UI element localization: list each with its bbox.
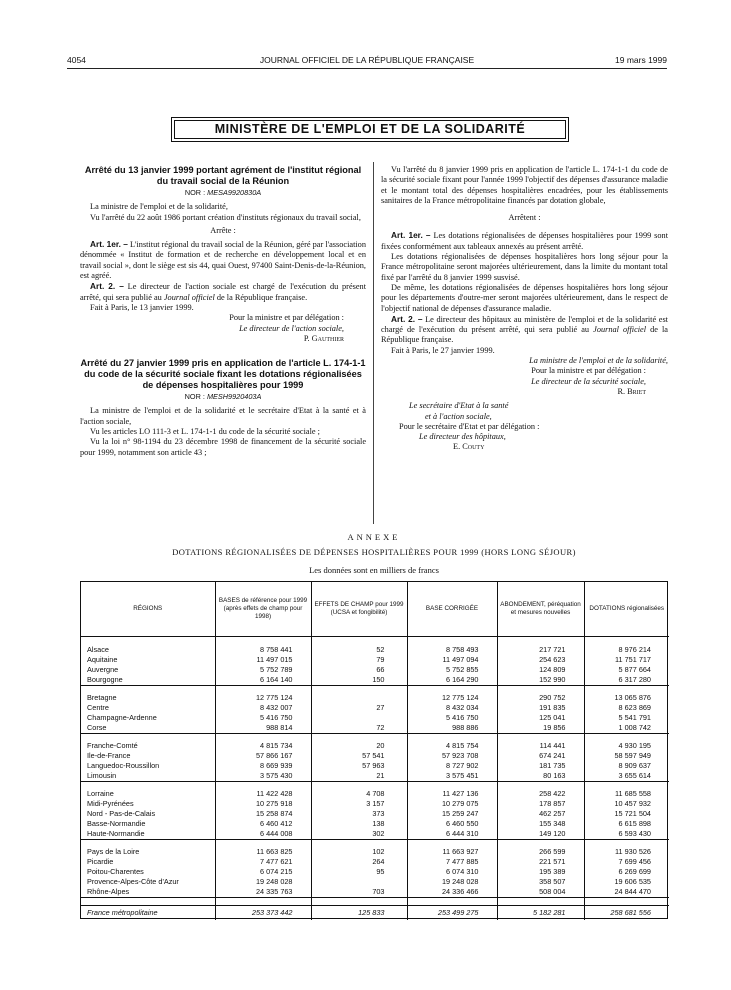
column-header-abondement: ABONDEMENT, péréquation et mesures nouvelles <box>497 582 584 636</box>
dotations-cell: 19 606 535 <box>614 877 651 887</box>
table-row <box>81 847 669 857</box>
article-label: Art. 1er. – <box>90 239 128 250</box>
abondement-cell: 181 735 <box>497 761 584 771</box>
base-corrigee-cell: 24 336 466 <box>407 887 497 897</box>
bases-cell: 7 477 621 <box>215 857 311 867</box>
paragraph: Vu les articles LO 111-3 et L. 174-1-1 du code de la sécurité sociale ; <box>90 427 320 437</box>
header-rule <box>67 68 667 69</box>
abondement-cell: 19 856 <box>497 723 584 733</box>
base-corrigee-cell: 8 758 493 <box>407 645 497 655</box>
table-row <box>81 751 669 761</box>
ministry-title: MINISTÈRE DE L'EMPLOI ET DE LA SOLIDARITÉ <box>174 120 566 139</box>
base-corrigee-cell: 10 279 075 <box>407 799 497 809</box>
left-column <box>80 165 366 458</box>
region-cell: Auvergne <box>81 665 215 675</box>
bases-cell: 4 815 734 <box>215 741 311 751</box>
base-corrigee-cell: 11 497 094 <box>407 655 497 665</box>
article-text: de la République française. <box>381 325 668 345</box>
effets-cell: 57 963 <box>311 761 407 771</box>
dotations-cell: 8 909 637 <box>618 761 651 771</box>
effets-cell: 20 <box>311 741 407 751</box>
abondement-cell: 258 422 <box>497 789 584 799</box>
abondement-cell: 5 182 281 <box>497 905 584 920</box>
spacer-cell <box>311 733 407 741</box>
spacer-cell <box>407 781 497 789</box>
signature-line <box>381 432 668 442</box>
effets-cell: 4 708 <box>311 789 407 799</box>
base-corrigee-cell: 19 248 028 <box>407 877 497 887</box>
region-cell: Lorraine <box>81 789 215 799</box>
table-spacer-row <box>81 733 669 741</box>
signature-line <box>80 324 366 334</box>
base-corrigee-cell: 4 815 754 <box>407 741 497 751</box>
article-label: Art. 1er. – <box>391 230 431 241</box>
region-cell: Alsace <box>81 645 215 655</box>
page-number: 4054 <box>67 55 86 65</box>
dotations-cell: 4 930 195 <box>618 741 651 751</box>
spacer-cell <box>497 839 584 847</box>
table-row <box>81 655 669 665</box>
spacer-cell <box>215 781 311 789</box>
table-row <box>81 761 669 771</box>
dotations-cell: 11 751 717 <box>615 654 651 664</box>
spacer-cell <box>311 685 407 693</box>
abondement-cell: 149 120 <box>497 829 584 839</box>
spacer-cell <box>215 839 311 847</box>
spacer-cell <box>584 685 669 693</box>
region-cell: Midi-Pyrénées <box>81 799 215 809</box>
effets-cell: 302 <box>311 829 407 839</box>
bases-cell: 6 164 140 <box>215 675 311 685</box>
bases-cell: 8 432 007 <box>215 703 311 713</box>
abondement-cell: 266 599 <box>497 847 584 857</box>
spacer-cell <box>81 685 215 693</box>
dotations-cell: 24 844 470 <box>584 887 669 897</box>
abondement-cell: 508 004 <box>497 887 584 897</box>
bases-cell: 5 752 789 <box>215 665 311 675</box>
publication-date: 19 mars 1999 <box>615 55 667 65</box>
spacer-cell <box>215 636 311 645</box>
bases-cell: 19 248 028 <box>215 877 311 887</box>
effets-cell <box>311 877 407 887</box>
article-text: Les dotations régionalisées de dépenses hospitalières pour 1999 sont fixées conformément aux tableaux annexés au présent arrêté. <box>381 231 669 251</box>
bases-cell: 6 460 412 <box>215 819 311 829</box>
spacer-cell <box>497 636 584 645</box>
dotations-cell: 6 593 430 <box>584 829 669 839</box>
nor-label: NOR : <box>184 392 205 402</box>
paragraph: Vu l'arrêté du 8 janvier 1999 pris en application de l'article L. 174-1-1 du code de la sécurité sociale fixant pour l'année 1999 l'objectif des dépenses d'assurance maladie et le montant total des dépenses hospitalières encadrées, pour les établissements sanitaires de la France métropolitaine financés par dotation globale, <box>381 165 668 205</box>
table-row <box>81 693 669 703</box>
region-cell: Picardie <box>81 857 215 867</box>
effets-cell: 72 <box>311 723 407 733</box>
spacer-cell <box>311 839 407 847</box>
abondement-cell: 178 857 <box>497 799 584 809</box>
spacer-cell <box>407 839 497 847</box>
spacer-cell <box>81 839 215 847</box>
effets-cell: 125 833 <box>311 905 407 920</box>
spacer-cell <box>497 685 584 693</box>
abondement-cell: 195 389 <box>497 867 584 877</box>
region-cell: France métropolitaine <box>81 905 215 920</box>
abondement-cell: 191 835 <box>497 703 584 713</box>
spacer-cell <box>584 781 669 789</box>
region-cell: Haute-Normandie <box>81 829 215 839</box>
abondement-cell: 80 163 <box>497 771 584 781</box>
article-1 <box>381 230 668 252</box>
abondement-cell: 221 571 <box>497 857 584 867</box>
bases-cell: 988 814 <box>215 723 311 733</box>
table-row <box>81 703 669 713</box>
dotations-table <box>80 581 668 919</box>
article-label: Art. 2. – <box>391 313 423 324</box>
table-row <box>81 887 669 897</box>
fait-a-paris: Fait à Paris, le 27 janvier 1999. <box>391 345 495 355</box>
region-cell: Champagne-Ardenne <box>81 713 215 723</box>
article-label: Art. 2. – <box>90 281 124 292</box>
base-corrigee-cell: 5 416 750 <box>407 713 497 723</box>
article-text: Le directeur de l'action sociale est chargé de l'exécution du présent arrêté, qui sera publié au <box>80 282 366 302</box>
base-corrigee-cell: 6 444 310 <box>407 829 497 839</box>
region-cell: Bourgogne <box>81 675 215 685</box>
bases-cell: 8 669 939 <box>215 761 311 771</box>
signature-line <box>381 401 668 411</box>
spacer-cell <box>497 733 584 741</box>
table-row <box>81 877 669 887</box>
table-row <box>81 741 669 751</box>
signature-title: Le directeur de la sécurité sociale, <box>531 376 646 386</box>
bases-cell: 8 758 441 <box>215 645 311 655</box>
abondement-cell: 358 507 <box>497 877 584 887</box>
base-corrigee-cell: 7 477 885 <box>407 857 497 867</box>
table-row <box>81 723 669 733</box>
table-row <box>81 675 669 685</box>
region-cell: Provence-Alpes-Côte d'Azur <box>81 877 215 887</box>
spacer-cell <box>584 636 669 645</box>
table-body <box>81 636 669 920</box>
spacer-cell <box>81 733 215 741</box>
effets-cell: 703 <box>311 887 407 897</box>
bases-cell: 10 275 918 <box>215 799 311 809</box>
dotations-cell: 5 541 791 <box>618 712 651 722</box>
region-cell: Rhône-Alpes <box>81 887 215 897</box>
base-corrigee-cell: 8 727 902 <box>407 761 497 771</box>
bases-cell: 15 258 874 <box>215 809 311 819</box>
bases-cell: 5 416 750 <box>215 713 311 723</box>
table-row <box>81 819 669 829</box>
table-row <box>81 789 669 799</box>
dotations-cell: 6 615 898 <box>618 819 651 829</box>
region-cell: Bretagne <box>81 693 215 703</box>
paragraph: De même, les dotations régionalisées de dépenses hospitalières hors long séjour pour les départements d'outre-mer seront majorées ultérieurement, dans le respect de l'objectif national de dépenses d'assurance maladie. <box>381 282 668 313</box>
base-corrigee-cell: 11 427 136 <box>407 789 497 799</box>
column-header-bases: BASES de référence pour 1999 (après effets de champ pour 1998) <box>215 582 311 636</box>
dotations-cell: 6 269 699 <box>618 867 651 877</box>
abondement-cell: 290 752 <box>497 693 584 703</box>
base-corrigee-cell: 3 575 451 <box>407 771 497 781</box>
dotations-cell: 258 681 556 <box>584 905 669 920</box>
abondement-cell: 155 348 <box>497 819 584 829</box>
spacer-cell <box>407 636 497 645</box>
region-cell: Pays de la Loire <box>81 847 215 857</box>
spacer-cell <box>81 781 215 789</box>
table-row <box>81 809 669 819</box>
signature-name: P. Gauthier <box>303 333 344 343</box>
base-corrigee-cell: 988 886 <box>407 723 497 733</box>
table-spacer-row <box>81 839 669 847</box>
table-row <box>81 829 669 839</box>
bases-cell: 11 663 825 <box>215 847 311 857</box>
dotations-cell: 8 623 869 <box>618 703 651 713</box>
spacer-cell <box>215 685 311 693</box>
table-row <box>81 857 669 867</box>
region-cell: Franche-Comté <box>81 741 215 751</box>
spacer-cell <box>584 733 669 741</box>
dotations-cell: 11 685 558 <box>615 789 651 799</box>
arrete2-nor <box>80 392 366 402</box>
table-spacer-row <box>81 685 669 693</box>
abondement-cell: 114 441 <box>497 741 584 751</box>
signature-title: et à l'action sociale, <box>425 411 492 421</box>
spacer-cell <box>584 839 669 847</box>
journal-ref: Journal officiel <box>593 325 647 335</box>
base-corrigee-cell: 253 499 275 <box>407 905 497 920</box>
paragraph: La ministre de l'emploi et de la solidarité et le secrétaire d'Etat à la santé et à l'action sociale, <box>80 406 366 426</box>
region-cell: Ile-de-France <box>81 751 215 761</box>
effets-cell: 102 <box>311 847 407 857</box>
column-divider <box>373 162 374 524</box>
table-spacer-row <box>81 636 669 645</box>
bases-cell: 6 444 008 <box>215 829 311 839</box>
article-text: Le directeur des hôpitaux au ministère de l'emploi et de la solidarité est chargé de l'exécution du présent arrêté, qui sera publié au <box>381 314 668 335</box>
base-corrigee-cell: 6 164 290 <box>407 675 497 685</box>
effets-cell: 66 <box>311 665 407 675</box>
region-cell: Centre <box>81 703 215 713</box>
journal-ref: Journal officiel <box>163 292 215 302</box>
effets-cell: 3 157 <box>311 799 407 809</box>
spacer-cell <box>311 636 407 645</box>
table-spacer-row <box>81 897 669 905</box>
annexe-title: ANNEXE <box>347 532 401 542</box>
signature-line <box>381 356 668 366</box>
bases-cell: 3 575 430 <box>215 771 311 781</box>
bases-cell: 24 335 763 <box>215 887 311 897</box>
base-corrigee-cell: 6 460 550 <box>407 819 497 829</box>
spacer-cell <box>81 897 215 905</box>
spacer-cell <box>215 733 311 741</box>
effets-cell <box>311 693 407 703</box>
column-header-base-corrigee: BASE CORRIGÉE <box>407 582 497 636</box>
abondement-cell: 462 257 <box>497 809 584 819</box>
effets-cell: 57 541 <box>311 751 407 761</box>
region-cell: Nord - Pas-de-Calais <box>81 809 215 819</box>
base-corrigee-cell: 12 775 124 <box>407 693 497 703</box>
region-cell: Corse <box>81 723 215 733</box>
table-spacer-row <box>81 781 669 789</box>
paragraph: Vu la loi n° 98-1194 du 23 décembre 1998 de financement de la sécurité sociale pour 1999, notamment son article 43 ; <box>80 437 366 457</box>
annexe-subtitle: DOTATIONS RÉGIONALISÉES DE DÉPENSES HOSPITALIÈRES POUR 1999 (HORS LONG SÉJOUR) <box>172 547 576 557</box>
signature-line: Pour la ministre et par délégation : <box>531 366 646 376</box>
signature-title: Le directeur de l'action sociale, <box>239 323 344 333</box>
dotations-cell: 5 877 664 <box>618 664 651 674</box>
fait-a-paris: Fait à Paris, le 13 janvier 1999. <box>90 302 194 312</box>
journal-title: JOURNAL OFFICIEL DE LA RÉPUBLIQUE FRANÇAISE <box>259 55 475 65</box>
region-cell: Languedoc-Roussillon <box>81 761 215 771</box>
article-text: L'institut régional du travail social de la Réunion, géré par l'association dénommée « Institut de formation et de recherche en développement local et en travail social », dont le siège est sis 44, quai Ouest, 97400 Saint-Denis-de-la-Réunion, est agréé. <box>80 240 366 281</box>
effets-cell: 52 <box>311 645 407 655</box>
arrete-heading: Arrête : <box>210 225 236 235</box>
signature-line <box>381 377 668 387</box>
region-cell: Limousin <box>81 771 215 781</box>
effets-cell: 21 <box>311 771 407 781</box>
base-corrigee-cell: 8 432 034 <box>407 703 497 713</box>
article-2 <box>80 281 366 303</box>
dotations-cell: 13 065 876 <box>614 693 651 703</box>
effets-cell: 373 <box>311 809 407 819</box>
arrete2-title: Arrêté du 27 janvier 1999 pris en application de l'article L. 174-1-1 du code de la sécurité sociale fixant les dotations régionalisées de dépenses hospitalières pour 1999 <box>80 358 366 391</box>
table-total-row <box>81 905 669 920</box>
abondement-cell: 674 241 <box>497 751 584 761</box>
abondement-cell: 125 041 <box>497 713 584 723</box>
signature-line <box>381 412 668 422</box>
abondement-cell: 124 809 <box>497 665 584 675</box>
signature-title: Le secrétaire d'Etat à la santé <box>409 401 509 411</box>
dotations-cell: 7 699 456 <box>618 857 651 867</box>
table-row <box>81 713 669 723</box>
signature-name: R. Briet <box>617 386 646 396</box>
spacer-cell <box>584 897 669 905</box>
bases-cell: 11 422 428 <box>215 789 311 799</box>
arrete1-title: Arrêté du 13 janvier 1999 portant agrément de l'institut régional du travail social de la Réunion <box>84 165 362 186</box>
bases-cell: 57 866 167 <box>215 751 311 761</box>
signature-name: E. Couty <box>453 442 485 452</box>
column-header-dotations: DOTATIONS régionalisées <box>584 582 669 636</box>
spacer-cell <box>311 781 407 789</box>
effets-cell: 264 <box>311 857 407 867</box>
signature-title: La ministre de l'emploi et de la solidarité, <box>529 356 668 366</box>
bases-cell: 12 775 124 <box>215 693 311 703</box>
effets-cell: 138 <box>311 819 407 829</box>
arrete1-nor <box>80 188 366 198</box>
arretent-heading: Arrêtent : <box>508 213 541 223</box>
paragraph: Vu l'arrêté du 22 août 1986 portant création d'instituts régionaux du travail social, <box>90 212 361 222</box>
spacer-cell <box>497 897 584 905</box>
dotations-cell: 3 655 614 <box>584 771 669 781</box>
annexe-unit-note: Les données sont en milliers de francs <box>309 565 439 575</box>
spacer-cell <box>407 685 497 693</box>
dotations-cell: 8 976 214 <box>618 645 651 654</box>
spacer-cell <box>407 733 497 741</box>
table-header-row <box>81 582 669 636</box>
column-header-effets: EFFETS DE CHAMP pour 1999 (UCSA et fongibilité) <box>311 582 407 636</box>
bases-cell: 253 373 442 <box>215 905 311 920</box>
region-cell: Aquitaine <box>81 655 215 665</box>
abondement-cell: 217 721 <box>497 645 584 655</box>
dotations-cell: 10 457 932 <box>614 799 651 809</box>
dotations-cell: 58 597 949 <box>614 751 651 761</box>
base-corrigee-cell: 57 923 708 <box>407 751 497 761</box>
signature-line: Pour la ministre et par délégation : <box>229 313 344 323</box>
spacer-cell <box>311 897 407 905</box>
nor-code: MESA9920830A <box>207 188 262 197</box>
spacer-cell <box>81 636 215 645</box>
right-column <box>381 165 668 453</box>
effets-cell: 79 <box>311 655 407 665</box>
article-text: de la République française. <box>216 292 308 302</box>
signature-line: Pour le secrétaire d'Etat et par délégation : <box>399 421 540 431</box>
table-row <box>81 799 669 809</box>
effets-cell: 95 <box>311 867 407 877</box>
effets-cell: 150 <box>311 675 407 685</box>
base-corrigee-cell: 15 259 247 <box>407 809 497 819</box>
table-row <box>81 771 669 781</box>
effets-cell: 27 <box>311 703 407 713</box>
ministry-banner <box>171 117 569 142</box>
paragraph: La ministre de l'emploi et de la solidarité, <box>90 202 228 212</box>
base-corrigee-cell: 5 752 855 <box>407 665 497 675</box>
spacer-cell <box>497 781 584 789</box>
page-header <box>67 55 667 67</box>
column-header-regions: RÉGIONS <box>81 582 215 636</box>
table-row <box>81 665 669 675</box>
dotations-cell: 11 930 526 <box>615 847 651 857</box>
nor-code: MESH9920403A <box>206 392 262 402</box>
bases-cell: 6 074 215 <box>215 867 311 877</box>
abondement-cell: 254 623 <box>497 655 584 665</box>
table-row <box>81 867 669 877</box>
dotations-cell: 15 721 504 <box>614 809 651 819</box>
base-corrigee-cell: 11 663 927 <box>407 847 497 857</box>
signature-title: Le directeur des hôpitaux, <box>419 432 506 442</box>
bases-cell: 11 497 015 <box>215 655 311 665</box>
region-cell: Poitou-Charentes <box>81 867 215 877</box>
article-2 <box>381 314 668 346</box>
abondement-cell: 152 990 <box>497 675 584 685</box>
article-1 <box>80 239 366 281</box>
dotations-cell: 6 317 280 <box>584 675 669 685</box>
base-corrigee-cell: 6 074 310 <box>407 867 497 877</box>
effets-cell <box>311 713 407 723</box>
table-row <box>81 645 669 655</box>
region-cell: Basse-Normandie <box>81 819 215 829</box>
nor-label: NOR : <box>184 188 206 197</box>
spacer-cell <box>407 897 497 905</box>
dotations-cell: 1 008 742 <box>584 723 669 733</box>
spacer-cell <box>215 897 311 905</box>
paragraph: Les dotations régionalisées de dépenses hospitalières hors long séjour pour la France métropolitaine seront majorées ultérieurement, dans la limite du montant total fixé par l'arrêté du 8 janvier 1999 susvisé. <box>381 252 668 282</box>
